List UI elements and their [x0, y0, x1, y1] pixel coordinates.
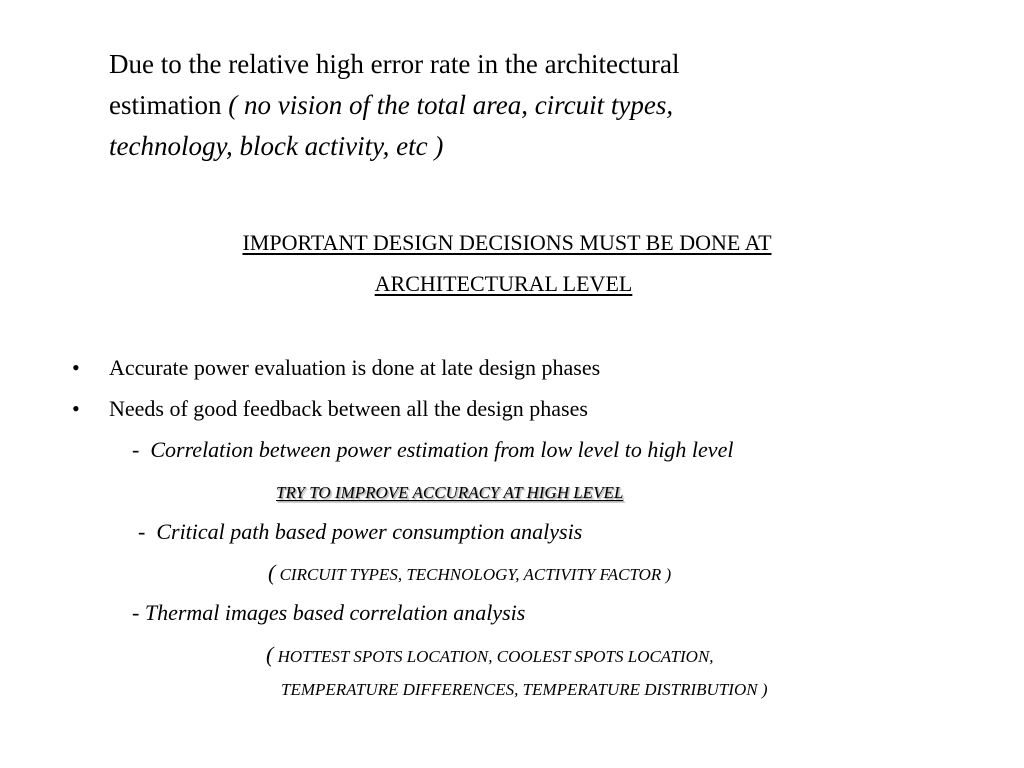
subpoint-thermal — [132, 600, 525, 626]
bullet-symbol: • — [72, 355, 80, 380]
bullet-item-2 — [72, 396, 588, 422]
intro-line-2-italic: ( no vision of the total area, circuit types, — [228, 90, 674, 120]
bullet-text-2: Needs of good feedback between all the design phases — [109, 396, 588, 421]
bullet-text-1: Accurate power evaluation is done at late design phases — [109, 355, 601, 380]
bullet-item-1 — [72, 355, 600, 381]
subpoint-critical-path-text: Critical path based power consumption analysis — [156, 519, 583, 544]
critical-path-detail — [268, 560, 671, 586]
intro-line-2-plain: estimation — [109, 90, 229, 120]
thermal-detail-line-1 — [266, 642, 714, 668]
heading-line-2: ARCHITECTURAL LEVEL — [374, 271, 633, 296]
dash: - — [132, 600, 140, 625]
thermal-detail-line-2: TEMPERATURE DIFFERENCES, TEMPERATURE DISTRIBUTION ) — [281, 680, 768, 699]
critical-path-detail-text: CIRCUIT TYPES, TECHNOLOGY, ACTIVITY FACTOR ) — [279, 565, 672, 584]
dash: - — [138, 519, 146, 544]
open-paren: ( — [266, 642, 274, 667]
subpoint-correlation-text: Correlation between power estimation from low level to high level — [150, 437, 734, 462]
try-improve-accuracy-note: TRY TO IMPROVE ACCURACY AT HIGH LEVEL — [276, 483, 624, 502]
open-paren: ( — [268, 560, 276, 585]
subpoint-thermal-text: Thermal images based correlation analysis — [144, 600, 526, 625]
dash: - — [132, 437, 140, 462]
intro-line-3 — [109, 126, 869, 167]
bullet-symbol: • — [72, 396, 80, 421]
thermal-detail-text-1: HOTTEST SPOTS LOCATION, COOLEST SPOTS LOCATION, — [277, 647, 714, 666]
heading-line-1: IMPORTANT DESIGN DECISIONS MUST BE DONE AT — [242, 230, 772, 255]
subpoint-critical-path — [138, 519, 582, 545]
subpoint-correlation — [132, 437, 733, 463]
intro-paragraph — [109, 44, 869, 167]
intro-line-2 — [109, 85, 869, 126]
intro-line-3-italic: technology, block activity, etc ) — [109, 131, 444, 161]
intro-line-1: Due to the relative high error rate in the architectural — [109, 49, 680, 79]
